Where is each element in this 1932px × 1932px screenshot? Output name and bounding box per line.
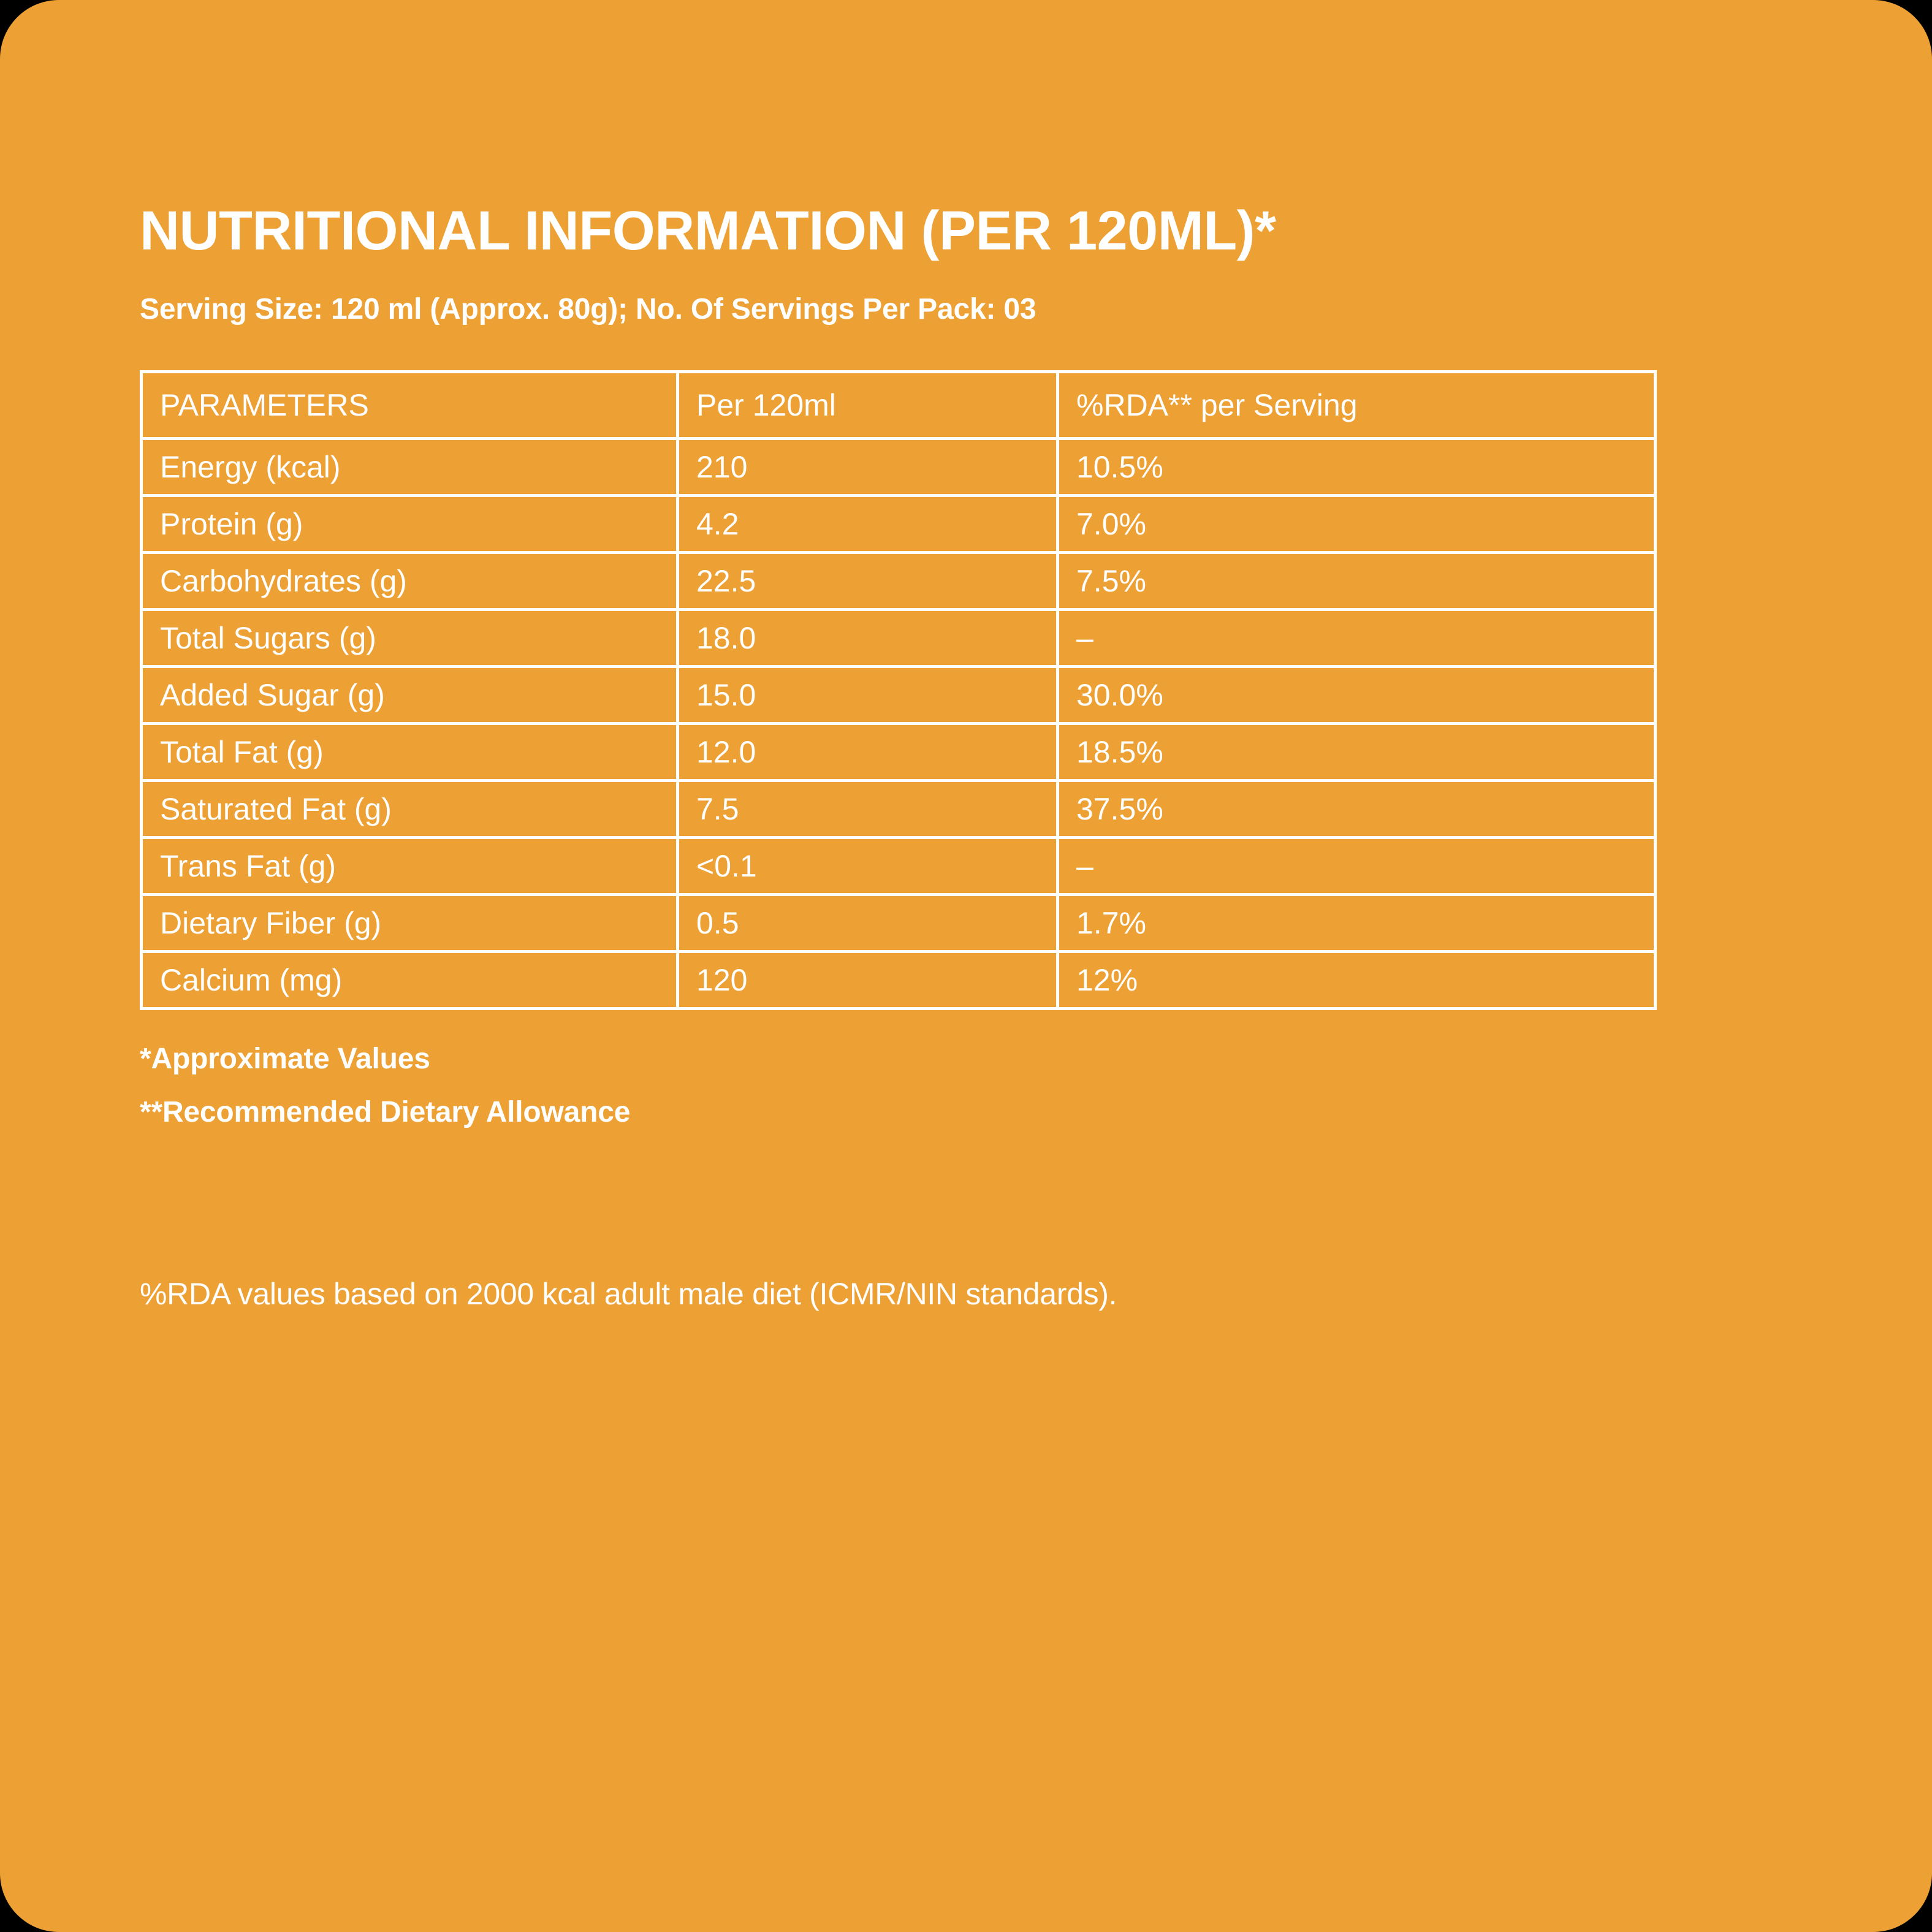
cell-parameter: Total Sugars (g): [142, 609, 678, 666]
table-row: [142, 723, 1656, 780]
note-rda-meaning: **Recommended Dietary Allowance: [140, 1095, 631, 1128]
cell-rda: 7.0%: [1058, 495, 1656, 552]
cell-per-serving: 22.5: [678, 552, 1058, 609]
cell-rda: 1.7%: [1058, 894, 1656, 951]
table-row: [142, 894, 1656, 951]
cell-rda: 30.0%: [1058, 666, 1656, 723]
table-header-row: [142, 371, 1656, 438]
cell-parameter: Carbohydrates (g): [142, 552, 678, 609]
cell-per-serving: 120: [678, 951, 1058, 1008]
cell-rda: 37.5%: [1058, 780, 1656, 837]
cell-parameter: Energy (kcal): [142, 438, 678, 495]
cell-parameter: Protein (g): [142, 495, 678, 552]
nutrition-content: [140, 202, 1795, 1312]
table-row: [142, 609, 1656, 666]
column-header-rda: %RDA** per Serving: [1058, 371, 1656, 438]
table-row: [142, 780, 1656, 837]
cell-rda: 18.5%: [1058, 723, 1656, 780]
cell-rda: –: [1058, 609, 1656, 666]
cell-per-serving: <0.1: [678, 837, 1058, 894]
cell-parameter: Calcium (mg): [142, 951, 678, 1008]
table-row: [142, 837, 1656, 894]
column-header-parameters: PARAMETERS: [142, 371, 678, 438]
table-row: [142, 438, 1656, 495]
cell-rda: –: [1058, 837, 1656, 894]
serving-size-line: Serving Size: 120 ml (Approx. 80g); No. Of Servings Per Pack: 03: [140, 292, 1036, 325]
notes-block: [140, 1042, 1795, 1129]
cell-rda: 12%: [1058, 951, 1656, 1008]
column-header-per-serving: Per 120ml: [678, 371, 1058, 438]
cell-parameter: Total Fat (g): [142, 723, 678, 780]
page-title: NUTRITIONAL INFORMATION (PER 120ML)*: [140, 200, 1276, 262]
cell-per-serving: 18.0: [678, 609, 1058, 666]
cell-per-serving: 7.5: [678, 780, 1058, 837]
cell-per-serving: 15.0: [678, 666, 1058, 723]
cell-per-serving: 210: [678, 438, 1058, 495]
cell-per-serving: 0.5: [678, 894, 1058, 951]
cell-parameter: Trans Fat (g): [142, 837, 678, 894]
cell-parameter: Added Sugar (g): [142, 666, 678, 723]
cell-parameter: Saturated Fat (g): [142, 780, 678, 837]
cell-rda: 10.5%: [1058, 438, 1656, 495]
cell-per-serving: 12.0: [678, 723, 1058, 780]
nutrition-table: [140, 370, 1657, 1010]
cell-parameter: Dietary Fiber (g): [142, 894, 678, 951]
table-row: [142, 951, 1656, 1008]
note-approximate-values: *Approximate Values: [140, 1042, 430, 1075]
table-row: [142, 552, 1656, 609]
cell-rda: 7.5%: [1058, 552, 1656, 609]
footnote-rda-basis: %RDA values based on 2000 kcal adult male diet (ICMR/NIN standards).: [140, 1276, 1117, 1311]
cell-per-serving: 4.2: [678, 495, 1058, 552]
table-row: [142, 495, 1656, 552]
table-row: [142, 666, 1656, 723]
